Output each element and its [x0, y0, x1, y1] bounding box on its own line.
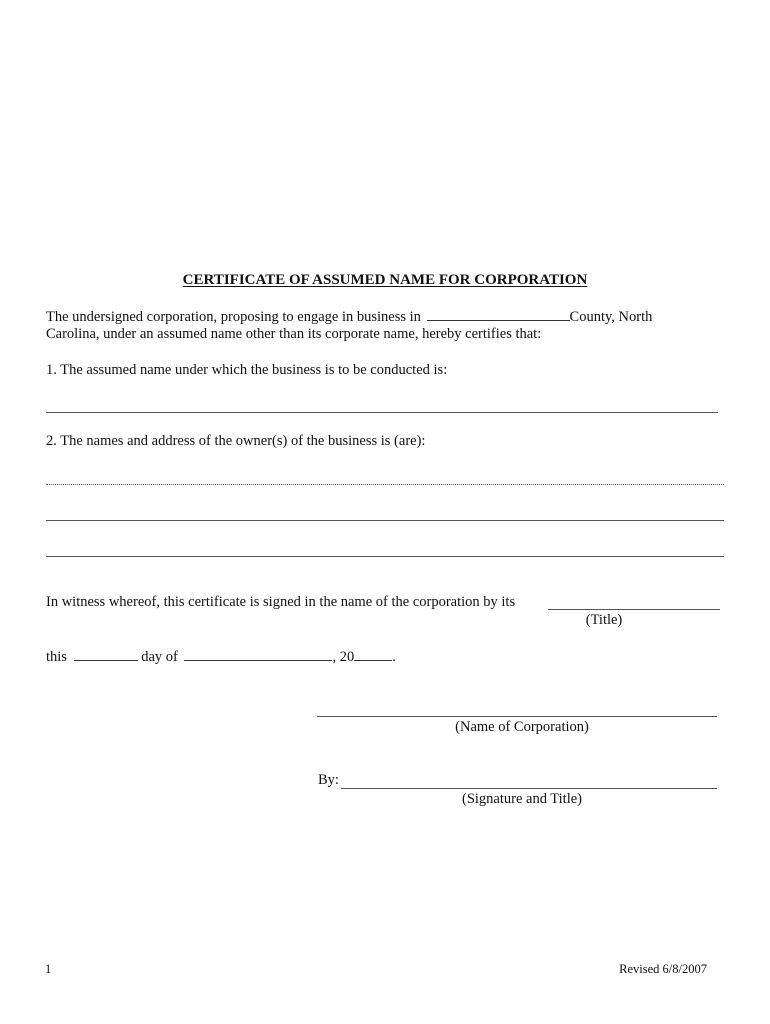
by-label: By:	[318, 772, 339, 788]
month-blank[interactable]	[184, 648, 332, 661]
title-label: (Title)	[585, 612, 623, 628]
witness-text: In witness whereof, this certificate is signed in the name of the corporation by its	[46, 594, 516, 610]
county-blank[interactable]	[427, 308, 570, 321]
year-blank[interactable]	[354, 648, 392, 661]
title-signature-line[interactable]	[548, 609, 720, 610]
intro-suffix: County, North	[569, 309, 653, 325]
item-2-label: 2. The names and address of the owner(s) of the business is (are):	[46, 433, 426, 449]
date-line	[46, 648, 396, 666]
signature-label: (Signature and Title)	[461, 791, 583, 807]
intro-line-1	[46, 308, 652, 326]
signature-line[interactable]	[341, 788, 717, 789]
day-of-label: day of	[141, 649, 178, 665]
date-period: .	[392, 649, 396, 665]
owner-line-2[interactable]	[46, 520, 724, 521]
corporation-name-line[interactable]	[317, 716, 717, 717]
owner-line-1[interactable]	[46, 484, 724, 485]
day-blank[interactable]	[74, 648, 138, 661]
date-this-label: this	[46, 649, 67, 665]
intro-line-2: Carolina, under an assumed name other than its corporate name, hereby certifies that:	[46, 326, 542, 342]
intro-prefix: The undersigned corporation, proposing to engage in business in	[46, 309, 421, 325]
document-title: CERTIFICATE OF ASSUMED NAME FOR CORPORATION	[182, 272, 588, 288]
corporation-name-label: (Name of Corporation)	[455, 719, 589, 735]
page-number: 1	[45, 962, 52, 976]
owner-line-3[interactable]	[46, 556, 724, 557]
year-prefix: , 20	[332, 649, 355, 665]
assumed-name-line[interactable]	[46, 412, 718, 413]
item-1-label: 1. The assumed name under which the business is to be conducted is:	[46, 362, 448, 378]
revision-date: Revised 6/8/2007	[619, 962, 707, 976]
